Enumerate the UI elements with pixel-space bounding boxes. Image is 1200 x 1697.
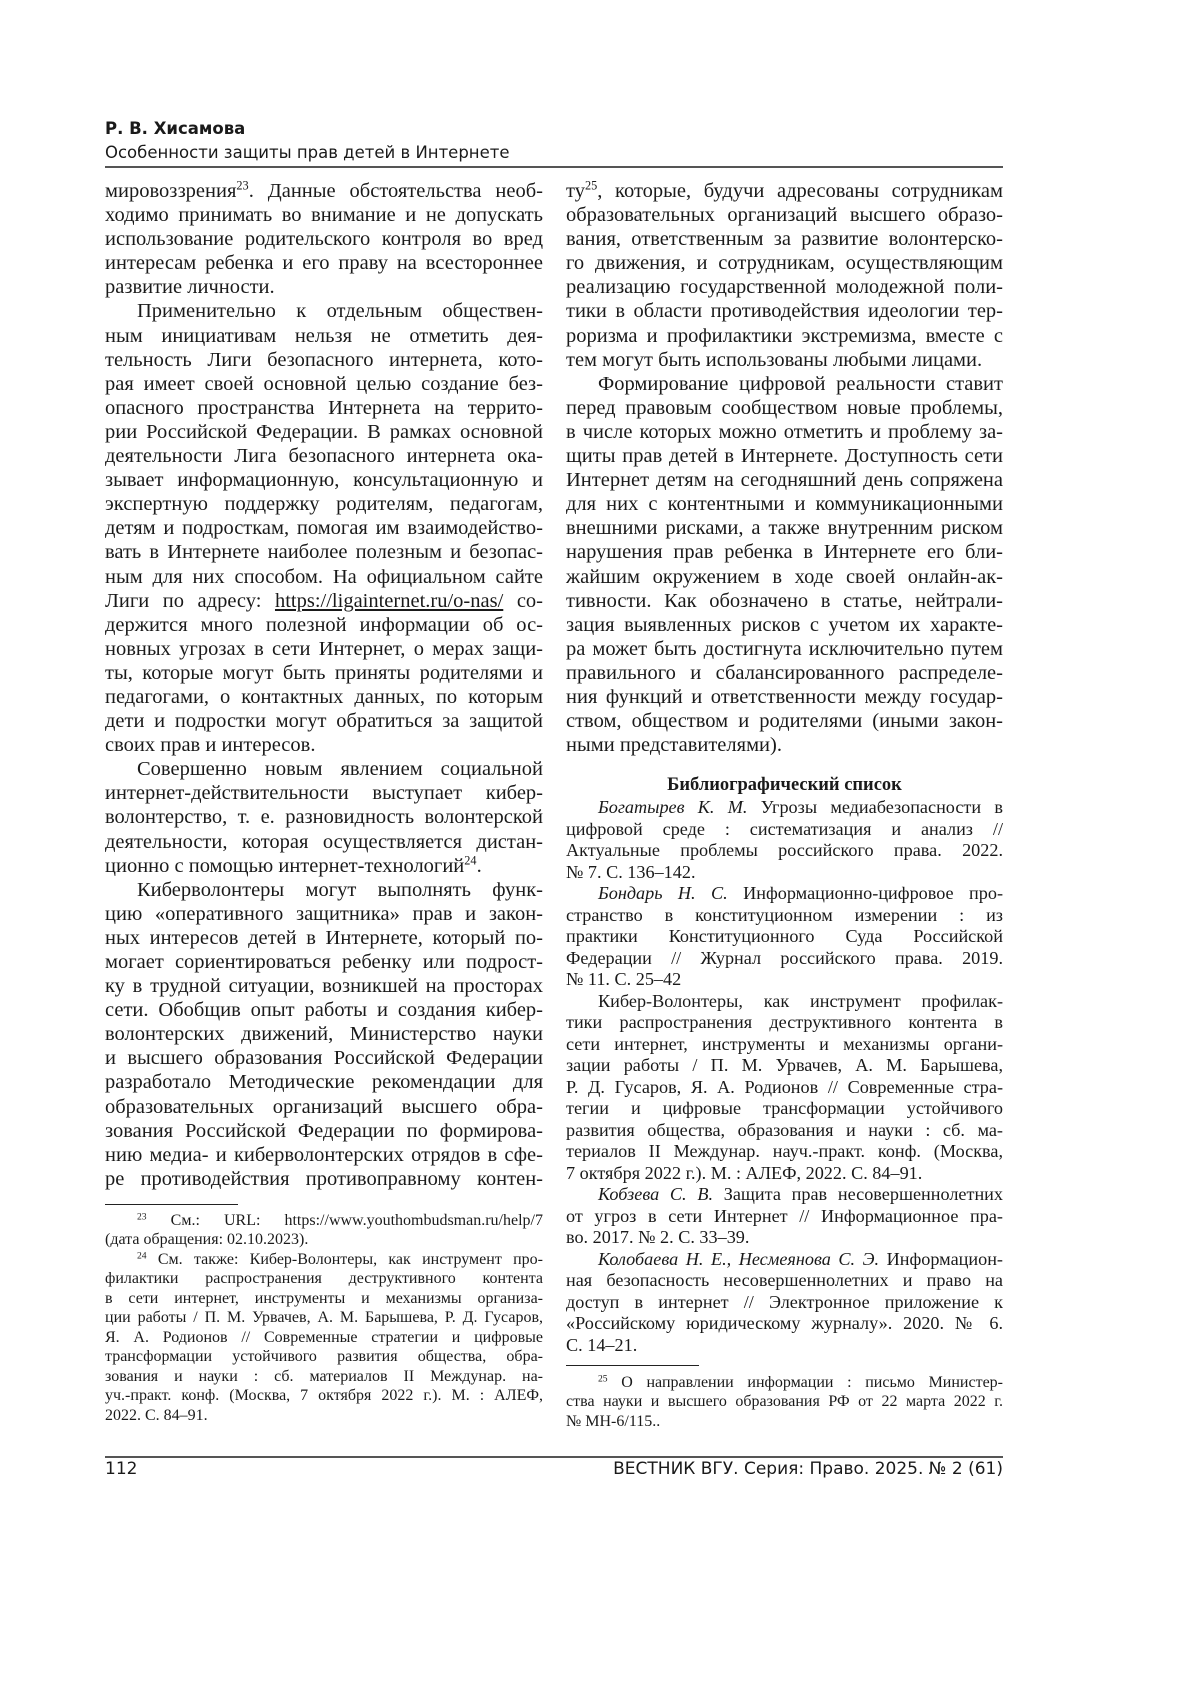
text-segment: педагогами, о контактных данных, по которым — [105, 686, 543, 708]
text-line — [105, 974, 543, 998]
text-line — [105, 372, 543, 396]
footnote-ref: 23 — [236, 179, 248, 193]
text-line — [105, 1022, 543, 1046]
url-link[interactable]: https://ligainternet.ru/o-nas/ — [275, 590, 503, 612]
text-line — [105, 733, 543, 757]
text-segment: жайшим окружением в ходе своей онлайн-ак- — [566, 566, 1003, 588]
header-rule — [105, 166, 1003, 168]
text-segment: роризма и профилактики экстремизма, вместе с — [566, 325, 1003, 347]
footnote-rule-right — [566, 1365, 699, 1366]
text-line — [566, 926, 1003, 948]
text-line — [566, 969, 1003, 991]
paragraph — [566, 1373, 1003, 1431]
text-segment: зования и науки : сб. материалов II Междунар. на- — [105, 1368, 543, 1385]
text-segment: цию «оперативного защитника» прав и закон- — [105, 903, 543, 925]
text-line — [566, 797, 1003, 819]
text-line — [566, 1335, 1003, 1357]
bibliography-heading-text: Библиографический список — [566, 773, 1003, 797]
text-segment: 7 октября 2022 г.). М. : АЛЕФ, 2022. С. 84–91. — [566, 1163, 922, 1183]
text-segment: интересам ребенка и его праву на всестороннее — [105, 252, 543, 274]
text-line — [105, 1367, 543, 1386]
text-segment: ная безопасность несовершеннолетних и право на — [566, 1270, 1003, 1290]
text-segment: зация выявленных рисков с учетом их характе- — [566, 614, 1003, 636]
text-line — [566, 1098, 1003, 1120]
left-footnotes — [105, 1211, 543, 1425]
text-segment: интернет-действительности выступает кибер- — [105, 782, 543, 804]
text-line — [566, 1034, 1003, 1056]
text-line — [105, 613, 543, 637]
text-segment: опасного пространства Интернета на террито- — [105, 397, 543, 419]
text-line — [105, 1095, 543, 1119]
text-segment: Формирование цифровой реальности ставит — [598, 373, 1003, 395]
text-line — [105, 348, 543, 372]
text-segment: использование родительского контроля во вред — [105, 228, 543, 250]
text-segment: странство в конституционном измерении : из — [566, 905, 1003, 925]
text-segment: Защита прав несовершеннолетних — [713, 1184, 1003, 1204]
text-segment: ходимо принимать во внимание и не допускать — [105, 204, 543, 226]
text-segment: «Российскому юридическому журналу». 2020. № 6. — [566, 1313, 1003, 1333]
text-line — [105, 926, 543, 950]
text-segment: развитие личности. — [105, 276, 275, 298]
text-segment: своих прав и интересов. — [105, 734, 315, 756]
text-line — [105, 1143, 543, 1167]
text-segment: Информационно-цифровое про- — [728, 883, 1003, 903]
text-line — [566, 1270, 1003, 1292]
text-segment: новных угрозах в сети Интернет, о мерах защи- — [105, 638, 543, 660]
text-segment: № 11. С. 25–42 — [566, 969, 681, 989]
text-segment: сети интернет, инструменты и механизмы органи- — [566, 1034, 1003, 1054]
text-segment: в сети интернет, инструменты и механизмы организа- — [105, 1290, 543, 1307]
paragraph — [566, 1249, 1003, 1357]
text-line — [105, 420, 543, 444]
text-segment: развития общества, образования и науки : сб. ма- — [566, 1120, 1003, 1140]
text-line — [566, 613, 1003, 637]
text-line — [105, 757, 543, 781]
text-line — [105, 1347, 543, 1366]
text-line — [105, 468, 543, 492]
text-segment: Киберволонтеры могут выполнять функ- — [137, 879, 543, 901]
text-segment: трансформации устойчивого развития общества, обра- — [105, 1348, 543, 1365]
text-line — [105, 1328, 543, 1347]
text-line — [566, 685, 1003, 709]
text-segment: доступ в интернет // Электронное приложение к — [566, 1292, 1003, 1312]
text-line — [105, 203, 543, 227]
text-line — [105, 565, 543, 589]
text-line — [566, 1077, 1003, 1099]
text-line — [105, 637, 543, 661]
text-segment: зывает информационную, консультационную и — [105, 469, 543, 491]
text-segment: в числе которых можно отметить и проблему за- — [566, 421, 1003, 443]
paragraph — [105, 1211, 543, 1250]
text-line — [566, 251, 1003, 275]
text-segment: рии Российской Федерации. В рамках основной — [105, 421, 543, 443]
text-segment: О направлении информации : письмо Министер- — [608, 1374, 1003, 1391]
text-segment: го движения, и сотрудникам, осуществляющим — [566, 252, 1003, 274]
right-column-body — [566, 179, 1003, 757]
text-segment: № МН-6/115.. — [566, 1413, 660, 1430]
text-line — [566, 1227, 1003, 1249]
text-line — [566, 420, 1003, 444]
text-segment: правильного и сбалансированного распределе- — [566, 662, 1003, 684]
text-segment: ра может быть достигнута исключительно путем — [566, 638, 1003, 660]
text-segment: детям и подросткам, помогая им взаимодейство- — [105, 517, 543, 539]
text-line — [566, 1120, 1003, 1142]
text-segment: зации работы / П. М. Урвачев, А. М. Барышева, — [566, 1055, 1003, 1075]
page-number: 112 — [105, 1459, 137, 1479]
text-segment: Я. А. Родионов // Современные стратегии и цифровые — [105, 1329, 543, 1346]
text-line — [105, 1070, 543, 1094]
text-segment: вать в Интернете наиболее полезным и безопас- — [105, 541, 543, 563]
text-line — [566, 1141, 1003, 1163]
text-line — [566, 299, 1003, 323]
text-segment: Угрозы медиабезопасности в — [747, 797, 1003, 817]
text-segment: . — [477, 855, 482, 877]
text-line — [566, 1184, 1003, 1206]
text-line — [566, 492, 1003, 516]
text-line — [105, 1386, 543, 1405]
author-name: Кобзева С. В. — [598, 1184, 713, 1204]
text-segment: № 7. С. 136–142. — [566, 862, 696, 882]
text-line — [105, 902, 543, 926]
text-segment: Информацион- — [879, 1249, 1003, 1269]
text-line — [566, 516, 1003, 540]
text-segment: могает сориентироваться ребенку или подрост- — [105, 951, 543, 973]
text-line — [566, 709, 1003, 733]
paragraph — [105, 1250, 543, 1425]
text-segment: для них с контентными и коммуникационными — [566, 493, 1003, 515]
paragraph — [566, 991, 1003, 1185]
text-segment: сети. Обобщив опыт работы и создания кибер- — [105, 999, 543, 1021]
text-segment: деятельности, которая осуществляется дистан- — [105, 831, 543, 853]
right-footnotes — [566, 1373, 1003, 1431]
text-line — [105, 661, 543, 685]
text-line — [566, 1313, 1003, 1335]
text-line — [566, 1292, 1003, 1314]
text-segment: уч.-практ. конф. (Москва, 7 октября 2022 г.). М. : АЛЕФ, — [105, 1387, 543, 1404]
text-line — [566, 905, 1003, 927]
running-header-title: Особенности защиты прав детей в Интернете — [105, 143, 510, 162]
text-segment: практики Конституционного Суда Российской — [566, 926, 1003, 946]
text-line — [105, 1269, 543, 1288]
bibliography-heading — [566, 773, 1003, 797]
text-segment: Актуальные проблемы российского права. 2022. — [566, 840, 1003, 860]
text-segment: ку в трудной ситуации, возникшей на просторах — [105, 975, 543, 997]
text-segment: ства науки и высшего образования РФ от 22 марта 2022 г. — [566, 1393, 1003, 1410]
text-line — [105, 444, 543, 468]
text-line — [105, 805, 543, 829]
footnote-ref: 25 — [598, 1373, 608, 1384]
text-line — [566, 540, 1003, 564]
text-line — [105, 251, 543, 275]
text-line — [566, 1012, 1003, 1034]
text-line — [566, 991, 1003, 1013]
text-line — [105, 1046, 543, 1070]
author-name: Колобаева Н. Е., Несмеянова С. Э. — [598, 1249, 879, 1269]
text-line — [105, 540, 543, 564]
text-segment: См. также: Кибер-Волонтеры, как инструмент про- — [147, 1251, 543, 1268]
text-line — [566, 1373, 1003, 1392]
text-segment: ния функций и ответственности между государ- — [566, 686, 1003, 708]
text-line — [105, 492, 543, 516]
text-line — [105, 1119, 543, 1143]
author-name: Богатырев К. М. — [598, 797, 747, 817]
left-column-body — [105, 179, 543, 1191]
text-segment: Применительно к отдельным обществен- — [137, 300, 543, 322]
running-header-author: Р. В. Хисамова — [105, 119, 245, 138]
footer-rule — [105, 1456, 1003, 1458]
text-line — [566, 203, 1003, 227]
paragraph — [105, 878, 543, 1191]
text-line — [566, 661, 1003, 685]
text-segment: образовательных организаций высшего обра- — [105, 1096, 543, 1118]
text-segment: ных интересов детей в Интернете, который по- — [105, 927, 543, 949]
paragraph — [566, 797, 1003, 883]
text-segment: тем могут быть использованы любыми лицами. — [566, 349, 982, 371]
text-line — [566, 1249, 1003, 1271]
paragraph — [105, 757, 543, 877]
text-line — [105, 1211, 543, 1230]
paragraph — [566, 179, 1003, 372]
text-segment: волонтерских движений, Министерство науки — [105, 1023, 543, 1045]
text-line — [105, 299, 543, 323]
text-segment: Лиги по адресу: — [105, 590, 275, 612]
footnote-ref: 23 — [137, 1211, 147, 1222]
text-line — [566, 733, 1003, 757]
text-line — [566, 565, 1003, 589]
text-segment: тегии и цифровые трансформации устойчивого — [566, 1098, 1003, 1118]
text-segment: со- — [503, 590, 543, 612]
paragraph — [105, 299, 543, 757]
text-line — [105, 1230, 543, 1249]
text-line — [566, 324, 1003, 348]
text-line — [566, 840, 1003, 862]
text-line — [105, 781, 543, 805]
paragraph — [566, 883, 1003, 991]
text-segment: перед правовым сообществом новые проблемы, — [566, 397, 1003, 419]
text-line — [105, 950, 543, 974]
text-segment: рая имеет своей основной целью создание без- — [105, 373, 543, 395]
text-segment: тики в области противодействия идеологии тер- — [566, 300, 1003, 322]
text-segment: ным инициативам нельзя не отметить дея- — [105, 325, 543, 347]
text-segment: Интернет детям на сегодняшний день сопряжена — [566, 469, 1003, 491]
text-line — [566, 396, 1003, 420]
text-segment: 2022. С. 84–91. — [105, 1407, 208, 1424]
text-line — [566, 1206, 1003, 1228]
paragraph — [566, 1184, 1003, 1249]
text-segment: зования Российской Федерации по формирова- — [105, 1120, 543, 1142]
text-line — [105, 1250, 543, 1269]
text-segment: териалов II Междунар. науч.-практ. конф. (Москва, — [566, 1141, 1003, 1161]
text-segment: от угроз в сети Интернет // Информационное пра- — [566, 1206, 1003, 1226]
text-line — [105, 878, 543, 902]
text-line — [566, 637, 1003, 661]
footnote-ref: 24 — [464, 853, 476, 867]
text-line — [105, 1167, 543, 1191]
text-segment: держится много полезной информации об ос- — [105, 614, 543, 636]
text-segment: ными представителями). — [566, 734, 782, 756]
text-segment: ством, обществом и родителями (иными закон- — [566, 710, 1003, 732]
text-line — [566, 227, 1003, 251]
text-segment: разработало Методические рекомендации для — [105, 1071, 543, 1093]
text-line — [105, 227, 543, 251]
text-segment: ты, которые могут быть приняты родителями и — [105, 662, 543, 684]
text-segment: нию медиа- и киберволонтерских отрядов в сфе- — [105, 1144, 543, 1166]
text-line — [566, 179, 1003, 203]
text-segment: внешними рисками, а также внутренним риском — [566, 517, 1003, 539]
text-segment: экспертную поддержку родителям, педагогам, — [105, 493, 543, 515]
journal-citation: ВЕСТНИК ВГУ. Серия: Право. 2025. № 2 (61) — [613, 1459, 1003, 1479]
text-line — [566, 862, 1003, 884]
text-segment: деятельности Лига безопасного интернета ока- — [105, 445, 543, 467]
text-line — [566, 948, 1003, 970]
text-segment: (дата обращения: 02.10.2023). — [105, 1231, 308, 1248]
text-segment: ту — [566, 180, 585, 202]
text-line — [105, 324, 543, 348]
text-segment: филактики распространения деструктивного контента — [105, 1270, 543, 1287]
text-line — [105, 854, 543, 878]
text-segment: волонтерство, т. е. разновидность волонтерской — [105, 806, 543, 828]
text-segment: реализацию государственной молодежной поли- — [566, 276, 1003, 298]
paragraph — [105, 179, 543, 299]
text-segment: ции работы / П. М. Урвачев, А. М. Барышева, Р. Д. Гусаров, — [105, 1309, 543, 1326]
text-segment: Кибер-Волонтеры, как инструмент профилак- — [598, 991, 1003, 1011]
text-line — [105, 179, 543, 203]
text-line — [105, 516, 543, 540]
text-segment: щиты прав детей в Интернете. Доступность сети — [566, 445, 1003, 467]
text-line — [566, 468, 1003, 492]
text-line — [105, 589, 543, 613]
text-segment: вания, ответственным за развитие волонтерско- — [566, 228, 1003, 250]
text-line — [566, 1163, 1003, 1185]
text-segment: . Данные обстоятельства необ- — [249, 180, 543, 202]
text-line — [566, 348, 1003, 372]
text-line — [105, 1406, 543, 1425]
paragraph — [566, 372, 1003, 758]
text-segment: ным для них способом. На официальном сайте — [105, 566, 543, 588]
text-segment: тивности. Как обозначено в статье, нейтрали- — [566, 590, 1003, 612]
text-segment: дети и подростки могут обратиться за защитой — [105, 710, 543, 732]
bibliography-list — [566, 797, 1003, 1356]
text-line — [105, 830, 543, 854]
footnote-ref: 24 — [137, 1250, 147, 1261]
text-line — [105, 396, 543, 420]
text-line — [566, 883, 1003, 905]
text-line — [566, 1392, 1003, 1411]
text-line — [105, 709, 543, 733]
text-line — [566, 444, 1003, 468]
text-segment: , которые, будучи адресованы сотрудникам — [597, 180, 1003, 202]
text-line — [566, 1412, 1003, 1431]
text-line — [105, 998, 543, 1022]
text-segment: нарушения прав ребенка в Интернете его бли- — [566, 541, 1003, 563]
text-line — [105, 1308, 543, 1327]
text-segment: цифровой среде : систематизация и анализ // — [566, 819, 1003, 839]
text-segment: Федерации // Журнал российского права. 2019. — [566, 948, 1003, 968]
text-line — [105, 685, 543, 709]
text-segment: тельность Лиги безопасного интернета, кото- — [105, 349, 543, 371]
text-segment: и высшего образования Российской Федерации — [105, 1047, 543, 1069]
text-segment: Р. Д. Гусаров, Я. А. Родионов // Современные стра- — [566, 1077, 1003, 1097]
text-segment: во. 2017. № 2. С. 33–39. — [566, 1227, 749, 1247]
text-segment: См.: URL: https://www.youthombudsman.ru/help/7 — [147, 1212, 543, 1229]
text-segment: мировоззрения — [105, 180, 236, 202]
text-line — [566, 819, 1003, 841]
author-name: Бондарь Н. С. — [598, 883, 728, 903]
text-line — [566, 589, 1003, 613]
text-segment: Совершенно новым явлением социальной — [137, 758, 543, 780]
footnote-rule-left — [105, 1204, 238, 1205]
text-line — [566, 275, 1003, 299]
text-line — [105, 1289, 543, 1308]
footnote-ref: 25 — [585, 179, 597, 193]
text-line — [566, 1055, 1003, 1077]
text-segment: ционно с помощью интернет-технологий — [105, 855, 464, 877]
text-line — [566, 372, 1003, 396]
text-segment: С. 14–21. — [566, 1335, 637, 1355]
text-segment: ре противодействия противоправному контен- — [105, 1168, 543, 1190]
text-segment: образовательных организаций высшего образо- — [566, 204, 1003, 226]
text-line — [105, 275, 543, 299]
text-segment: тики распространения деструктивного контента в — [566, 1012, 1003, 1032]
